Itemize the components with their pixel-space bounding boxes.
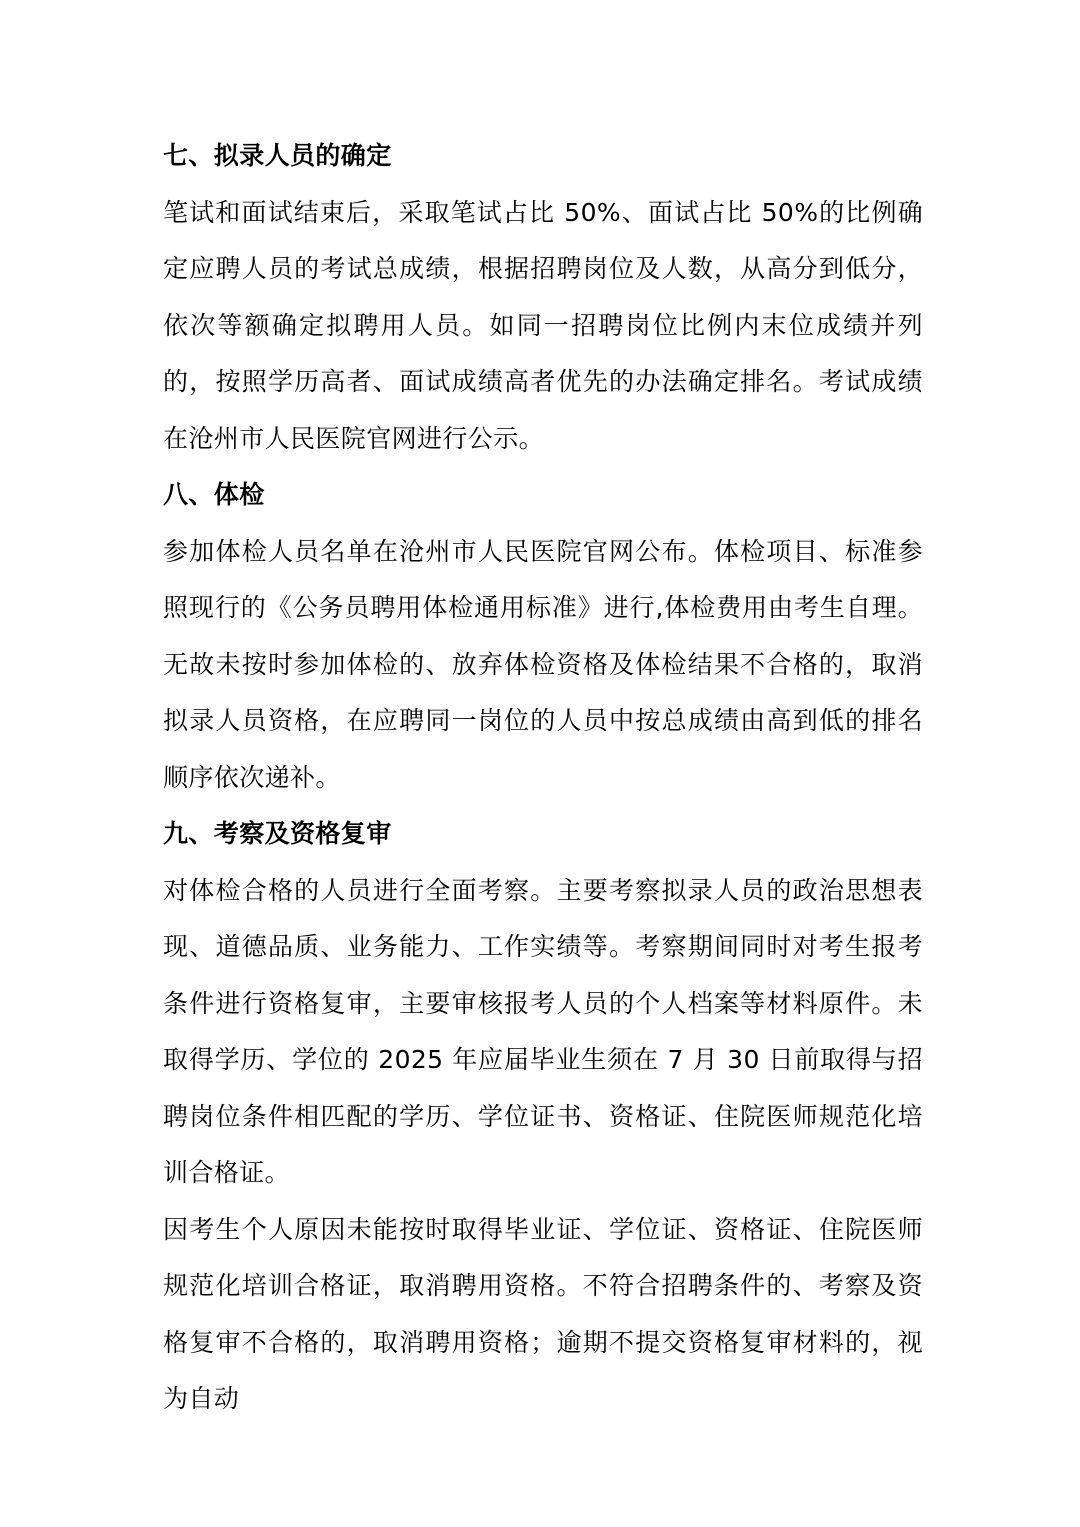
section-7-paragraph: 笔试和面试结束后，采取笔试占比 50%、面试占比 50%的比例确定应聘人员的考试总成绩，根据招聘岗位及人数，从高分到低分，依次等额确定拟聘用人员。如同一招聘岗位比例内末位成绩并列的，按照学历高者、面试成绩高者优先的办法确定排名。考试成绩在沧州市人民医院官网进行公示。 bbox=[163, 197, 923, 453]
section-7-heading: 七、拟录人员的确定 bbox=[163, 141, 392, 170]
section-9-paragraph-1: 对体检合格的人员进行全面考察。主要考察拟录人员的政治思想表现、道德品质、业务能力、工作实绩等。考察期间同时对考生报考条件进行资格复审，主要审核报考人员的个人档案等材料原件。未取得学历、学位的 2025 年应届毕业生须在 7 月 30 日前取得与招聘岗位条件相匹配的学历、学位证书、资格证、住院医师规范化培训合格证。 bbox=[163, 875, 923, 1187]
section-8-heading: 八、体检 bbox=[163, 480, 265, 509]
section-8-paragraph: 参加体检人员名单在沧州市人民医院官网公布。体检项目、标准参照现行的《公务员聘用体检通用标准》进行,体检费用由考生自理。无故未按时参加体检的、放弃体检资格及体检结果不合格的，取消拟录人员资格，在应聘同一岗位的人员中按总成绩由高到低的排名顺序依次递补。 bbox=[163, 536, 923, 792]
document-page bbox=[163, 128, 923, 1428]
section-9-heading: 九、考察及资格复审 bbox=[163, 819, 392, 848]
section-9-paragraph-2: 因考生个人原因未能按时取得毕业证、学位证、资格证、住院医师规范化培训合格证，取消聘用资格。不符合招聘条件的、考察及资格复审不合格的，取消聘用资格；逾期不提交资格复审材料的，视为自动 bbox=[163, 1214, 923, 1413]
